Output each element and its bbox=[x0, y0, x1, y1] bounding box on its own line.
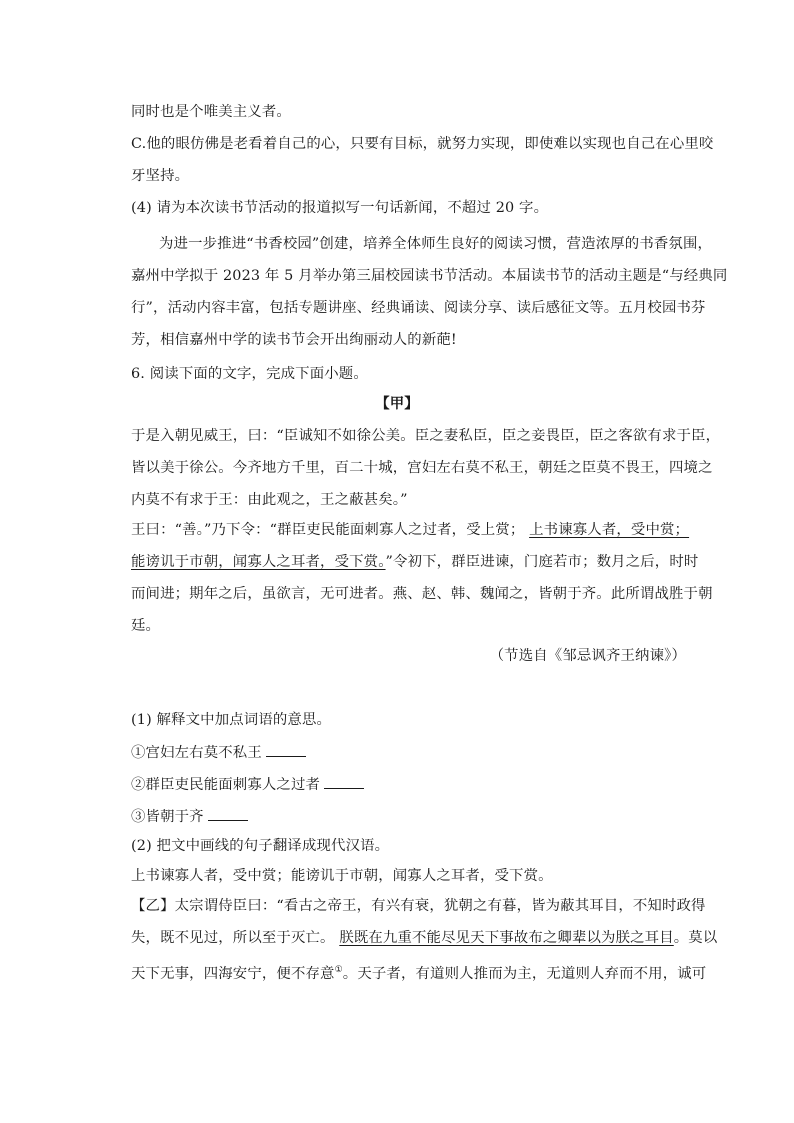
text-line: 芳，相信嘉州中学的读书节会开出绚丽动人的新葩! bbox=[131, 332, 457, 348]
passage-yi-line: 【乙】太宗谓侍臣曰：“看古之帝王，有兴有衰，犹朝之有暮，皆为蔽其耳目，不知时政得 bbox=[131, 898, 706, 914]
text-line: 牙坚持。 bbox=[131, 168, 190, 184]
news-paragraph: 为进一步推进“书香校园”创建，培养全体师生良好的阅读习惯，营造浓厚的书香氛围， bbox=[159, 236, 713, 252]
fill-item-2: ②群臣吏民能面刺寡人之过者 bbox=[131, 774, 364, 795]
passage-line: 内莫不有求于王：由此观之，王之蔽甚矣。” bbox=[131, 492, 408, 508]
fill-item-3: ③皆朝于齐 bbox=[131, 806, 248, 827]
text-line: 嘉州中学拟于 2023 年 5 月举办第三届校园读书节活动。本届读书节的活动主题是“与经典同 bbox=[131, 268, 728, 284]
answer-blank[interactable] bbox=[266, 742, 306, 757]
passage-jia-heading: 【甲】 bbox=[375, 395, 419, 412]
passage-line: 皆以美于徐公。今齐地方千里，百二十城，宫妇左右莫不私王，朝廷之臣莫不畏王，四境之 bbox=[131, 460, 713, 476]
fill-item-1: ①宫妇左右莫不私王 bbox=[131, 742, 306, 763]
passage-line: 于是入朝见威王，曰：“臣诚知不如徐公美。臣之妻私臣，臣之妾畏臣，臣之客欲有求于臣， bbox=[131, 428, 721, 444]
option-c: C.他的眼仿佛是老看着自己的心，只要有目标，就努力实现，即使难以实现也自己在心里咬 bbox=[131, 136, 714, 152]
passage-line: 而间进；期年之后，虽欲言，无可进者。燕、赵、韩、魏闻之，皆朝于齐。此所谓战胜于朝 bbox=[131, 586, 713, 602]
sub-question-1: (1) 解释文中加点词语的意思。 bbox=[131, 712, 332, 728]
answer-blank[interactable] bbox=[324, 774, 364, 789]
answer-blank[interactable] bbox=[208, 806, 248, 821]
passage-yi-line: 天下无事，四海安宁，便不存意①。天子者，有道则人推而为主，无道则人弃而不用，诚可 bbox=[131, 965, 707, 982]
passage-line bbox=[131, 520, 689, 540]
text-segment: 王曰：“善。”乃下令：“群臣吏民能面刺寡人之过者，受上赏； bbox=[131, 522, 525, 538]
passage-line bbox=[131, 552, 698, 572]
footnote-marker: ① bbox=[334, 965, 343, 975]
underlined-sentence: 朕既在九重不能尽见天下事故布之卿辈以为朕之耳目 bbox=[339, 930, 674, 946]
question-6: 6. 阅读下面的文字，完成下面小题。 bbox=[131, 366, 368, 382]
underlined-sentence: 上书谏寡人者，受中赏； bbox=[529, 522, 690, 538]
passage-yi-line: 失，既不见过，所以至于灭亡。 朕既在九重不能尽见天下事故布之卿辈以为朕之耳目。莫以 bbox=[131, 930, 718, 946]
text-line: 同时也是个唯美主义者。 bbox=[131, 104, 291, 120]
underlined-sentence: 能谤讥于市朝，闻寡人之耳者，受下赏。 bbox=[131, 554, 386, 570]
text-segment: ”令初下，群臣进谏，门庭若市；数月之后，时时 bbox=[385, 554, 699, 570]
text-line: 行”，活动内容丰富，包括专题讲座、经典诵读、阅读分享、读后感征文等。五月校园书芬 bbox=[131, 300, 706, 316]
sub-question-2: (2) 把文中画线的句子翻译成现代汉语。 bbox=[131, 838, 390, 854]
source-citation: （节选自《邹忌讽齐王纳谏》） bbox=[489, 648, 686, 664]
passage-line: 廷。 bbox=[131, 618, 161, 634]
translation-sentence: 上书谏寡人者，受中赏；能谤讥于市朝，闻寡人之耳者，受下赏。 bbox=[131, 868, 553, 884]
question-4: (4) 请为本次读书节活动的报道拟写一句话新闻，不超过 20 字。 bbox=[131, 200, 549, 216]
